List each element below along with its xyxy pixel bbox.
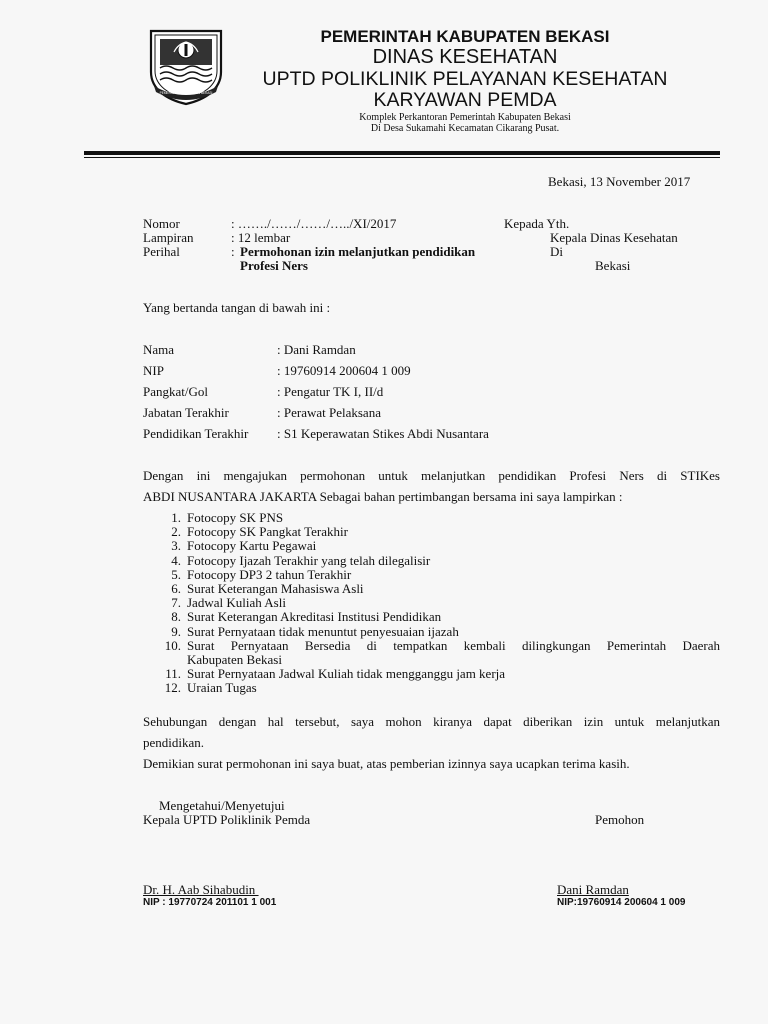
list-item-text: Jadwal Kuliah Asli xyxy=(187,595,286,611)
letterhead-rule-thick xyxy=(84,151,720,155)
list-item-text: Fotocopy SK PNS xyxy=(187,510,284,525)
pangkat-value: : Pengatur TK I, II/d xyxy=(277,384,384,399)
list-item-number: 10. xyxy=(164,637,181,653)
list-item-text: Surat Pernyataan Jadwal Kuliah tidak mengganggu jam kerja xyxy=(187,666,506,682)
pangkat-label: Pangkat/Gol xyxy=(143,384,208,399)
list-item xyxy=(143,639,720,667)
nip-label: NIP xyxy=(143,363,164,378)
lampiran-label: Lampiran xyxy=(143,230,194,245)
list-item xyxy=(143,610,720,624)
list-item-number: 4. xyxy=(171,552,181,568)
perihal-value-2: Profesi Ners xyxy=(240,258,308,273)
perihal-colon: : xyxy=(231,244,235,259)
list-item xyxy=(143,525,720,539)
list-item-number: 1. xyxy=(171,510,181,525)
list-item xyxy=(143,554,720,568)
closing-paragraph-line-1: Sehubungan dengan hal tersebut, saya mohon kiranya dapat diberikan izin untuk melanjutkan xyxy=(143,714,720,729)
letterhead-government: PEMERINTAH KABUPATEN BEKASI xyxy=(320,27,610,46)
list-item-text: Fotocopy Ijazah Terakhir yang telah dilegalisir xyxy=(187,552,431,568)
list-item-number: 9. xyxy=(171,623,181,639)
letterhead-unit-cont: KARYAWAN PEMDA xyxy=(373,89,557,111)
approver-nip: NIP : 19770724 201101 1 001 xyxy=(143,897,277,908)
nomor-value: : ……./……/……/…../XI/2017 xyxy=(231,216,397,231)
list-item-number: 11. xyxy=(165,666,181,682)
list-item-text: Fotocopy Kartu Pegawai xyxy=(187,538,317,554)
list-item xyxy=(143,596,720,610)
list-item xyxy=(143,625,720,639)
list-item xyxy=(143,667,720,681)
request-paragraph-line-1: Dengan ini mengajukan permohonan untuk melanjutkan pendidikan Profesi Ners di STIKes xyxy=(143,468,720,483)
list-item-text: Surat Keterangan Akreditasi Institusi Pendidikan xyxy=(187,609,442,625)
thanks-paragraph: Demikian surat permohonan ini saya buat, atas pemberian izinnya saya ucapkan terima kasih. xyxy=(143,756,630,771)
perihal-value-1: Permohonan izin melanjutkan pendidikan xyxy=(240,244,476,259)
intro-text: Yang bertanda tangan di bawah ini : xyxy=(143,300,331,315)
list-item-number: 3. xyxy=(171,538,181,554)
letterhead-agency: DINAS KESEHATAN xyxy=(372,46,558,68)
recipient-city: Bekasi xyxy=(595,258,631,273)
applicant-name: Dani Ramdan xyxy=(557,882,629,897)
list-item xyxy=(143,681,720,695)
list-item-number: 2. xyxy=(171,524,181,540)
list-item-text: Surat Pernyataan Bersedia di tempatkan kembali dilingkungan Pemerintah Daerah xyxy=(187,637,720,653)
closing-paragraph-line-2: pendidikan. xyxy=(143,735,205,750)
approval-label: Mengetahui/Menyetujui xyxy=(159,798,285,813)
letterhead-rule-thin xyxy=(84,157,720,158)
letterhead-address-1: Komplek Perkantoran Pemerintah Kabupaten Bekasi xyxy=(359,112,571,123)
place-date: Bekasi, 13 November 2017 xyxy=(548,174,691,189)
lampiran-value: : 12 lembar xyxy=(231,230,291,245)
nomor-label: Nomor xyxy=(143,216,180,231)
jabatan-label: Jabatan Terakhir xyxy=(143,405,229,420)
pendidikan-label: Pendidikan Terakhir xyxy=(143,426,249,441)
applicant-label: Pemohon xyxy=(595,812,645,827)
jabatan-value: : Perawat Pelaksana xyxy=(277,405,381,420)
list-item-text-cont: Kabupaten Bekasi xyxy=(187,652,282,668)
recipient-title: Kepala Dinas Kesehatan xyxy=(550,230,678,245)
recipient-di: Di xyxy=(550,244,563,259)
list-item-text: Fotocopy SK Pangkat Terakhir xyxy=(187,524,348,540)
bekasi-regency-emblem-icon xyxy=(148,28,224,106)
list-item xyxy=(143,539,720,553)
list-item-text: Surat Keterangan Mahasiswa Asli xyxy=(187,581,364,597)
attachment-list xyxy=(143,511,720,696)
list-item-text: Fotocopy DP3 2 tahun Terakhir xyxy=(187,566,352,582)
list-item-text: Uraian Tugas xyxy=(187,680,257,696)
nip-value: : 19760914 200604 1 009 xyxy=(277,363,411,378)
nama-label: Nama xyxy=(143,342,175,357)
letterhead-unit: UPTD POLIKLINIK PELAYANAN KESEHATAN xyxy=(262,68,668,90)
list-item-number: 5. xyxy=(171,566,181,582)
list-item-text-wrap xyxy=(187,639,720,667)
nama-value: : Dani Ramdan xyxy=(277,342,356,357)
approver-title: Kepala UPTD Poliklinik Pemda xyxy=(143,812,311,827)
pendidikan-value: : S1 Keperawatan Stikes Abdi Nusantara xyxy=(277,426,489,441)
list-item xyxy=(143,582,720,596)
list-item-number: 12. xyxy=(164,680,181,696)
list-item-number: 6. xyxy=(171,581,181,597)
list-item xyxy=(143,511,720,525)
applicant-nip: NIP:19760914 200604 1 009 xyxy=(557,897,686,908)
recipient-salutation: Kepada Yth. xyxy=(504,216,570,231)
list-item-number: 8. xyxy=(171,609,181,625)
list-item xyxy=(143,568,720,582)
perihal-label: Perihal xyxy=(143,244,180,259)
emblem-motto: PEMERINTAH KABUPATEN BEKASI xyxy=(159,91,213,95)
list-item-number: 7. xyxy=(171,595,181,611)
approver-name: Dr. H. Aab Sihabudin xyxy=(143,882,259,897)
request-paragraph-line-2: ABDI NUSANTARA JAKARTA Sebagai bahan pertimbangan bersama ini saya lampirkan : xyxy=(143,489,623,504)
letterhead-address-2: Di Desa Sukamahi Kecamatan Cikarang Pusat. xyxy=(370,123,560,134)
list-item-text: Surat Pernyataan tidak menuntut penyesuaian ijazah xyxy=(187,623,459,639)
